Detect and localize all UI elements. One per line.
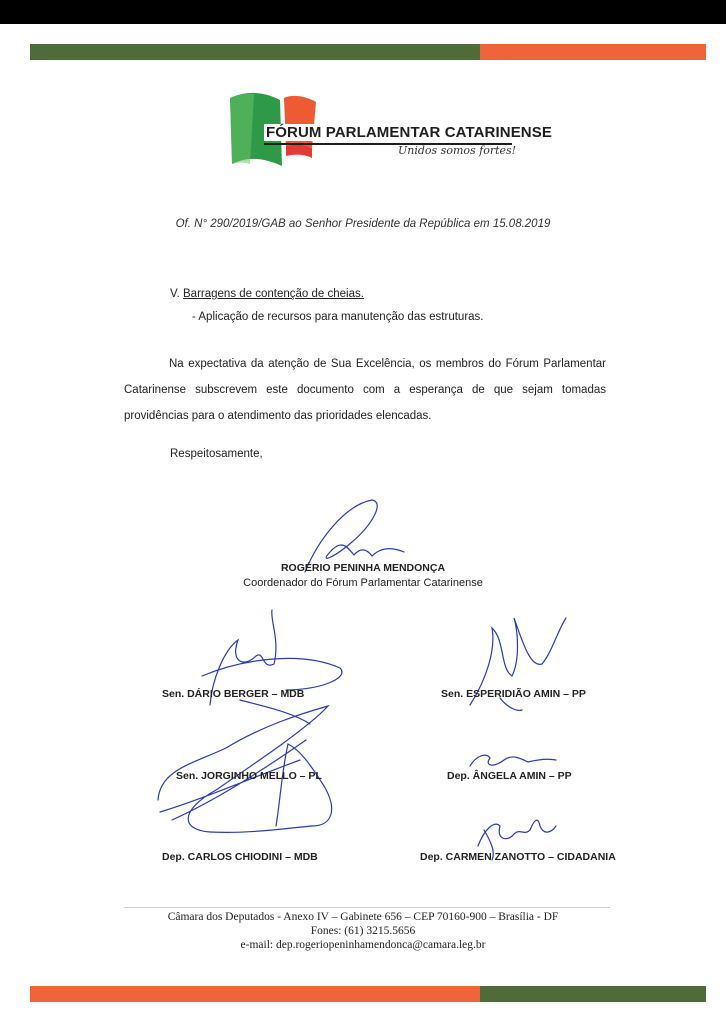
signatory-dario: Sen. DÁRIO BERGER – MDB [162,688,305,700]
logo-slogan: Unidos somos fortes! [398,144,517,157]
angela-signature [470,755,556,766]
signatory-carlos: Dep. CARLOS CHIODINI – MDB [162,851,318,863]
forum-logo [220,88,552,178]
item-heading [170,288,364,300]
signatory-jorginho: Sen. JORGINHO MELLO – PL [176,770,322,782]
signatory-carmen: Dep. CARMEN ZANOTTO – CIDADANIA [420,851,616,863]
item-title: Barragens de contenção de cheias. [183,288,364,300]
footer-divider [124,907,610,908]
footer-email: e-mail: dep.rogeriopeninhamendonca@camara.leg.br [240,939,486,951]
footer-band-green [480,986,706,1002]
footer-address: Câmara dos Deputados - Anexo IV – Gabinete 656 – CEP 70160-900 – Brasília - DF [167,911,559,923]
signatory-esperidiao: Sen. ESPERIDIÃO AMIN – PP [441,688,586,700]
footer-color-band [30,986,706,1002]
dario-signature [202,610,342,724]
footer-band-orange [30,986,480,1002]
closing-text: Respeitosamente, [170,448,263,460]
body-paragraph: Na expectativa da atenção de Sua Excelência, os membros do Fórum Parlamentar Catarinense subscrevem este documento com a esperança de que sejam tomadas providências para o atendimento das prioridades elencadas. [124,358,606,422]
header-color-band [30,44,706,60]
document-reference: Of. N° 290/2019/GAB ao Senhor Presidente da República em 15.08.2019 [175,218,551,230]
coordinator-name: ROGÉRIO PENINHA MENDONÇA [280,562,446,574]
header-band-green [30,44,480,60]
footer [0,910,726,952]
item-number: V. [170,288,180,300]
scan-top-edge [0,0,726,24]
item-subtext: - Aplicação de recursos para manutenção das estruturas. [192,311,484,323]
footer-phone: Fones: (61) 3215.5656 [310,925,416,937]
coordinator-role: Coordenador do Fórum Parlamentar Catarinense [243,577,483,589]
logo-title: FÓRUM PARLAMENTAR CATARINENSE [266,124,552,141]
signatory-angela: Dep. ÂNGELA AMIN – PP [447,770,572,782]
header-band-orange [480,44,706,60]
